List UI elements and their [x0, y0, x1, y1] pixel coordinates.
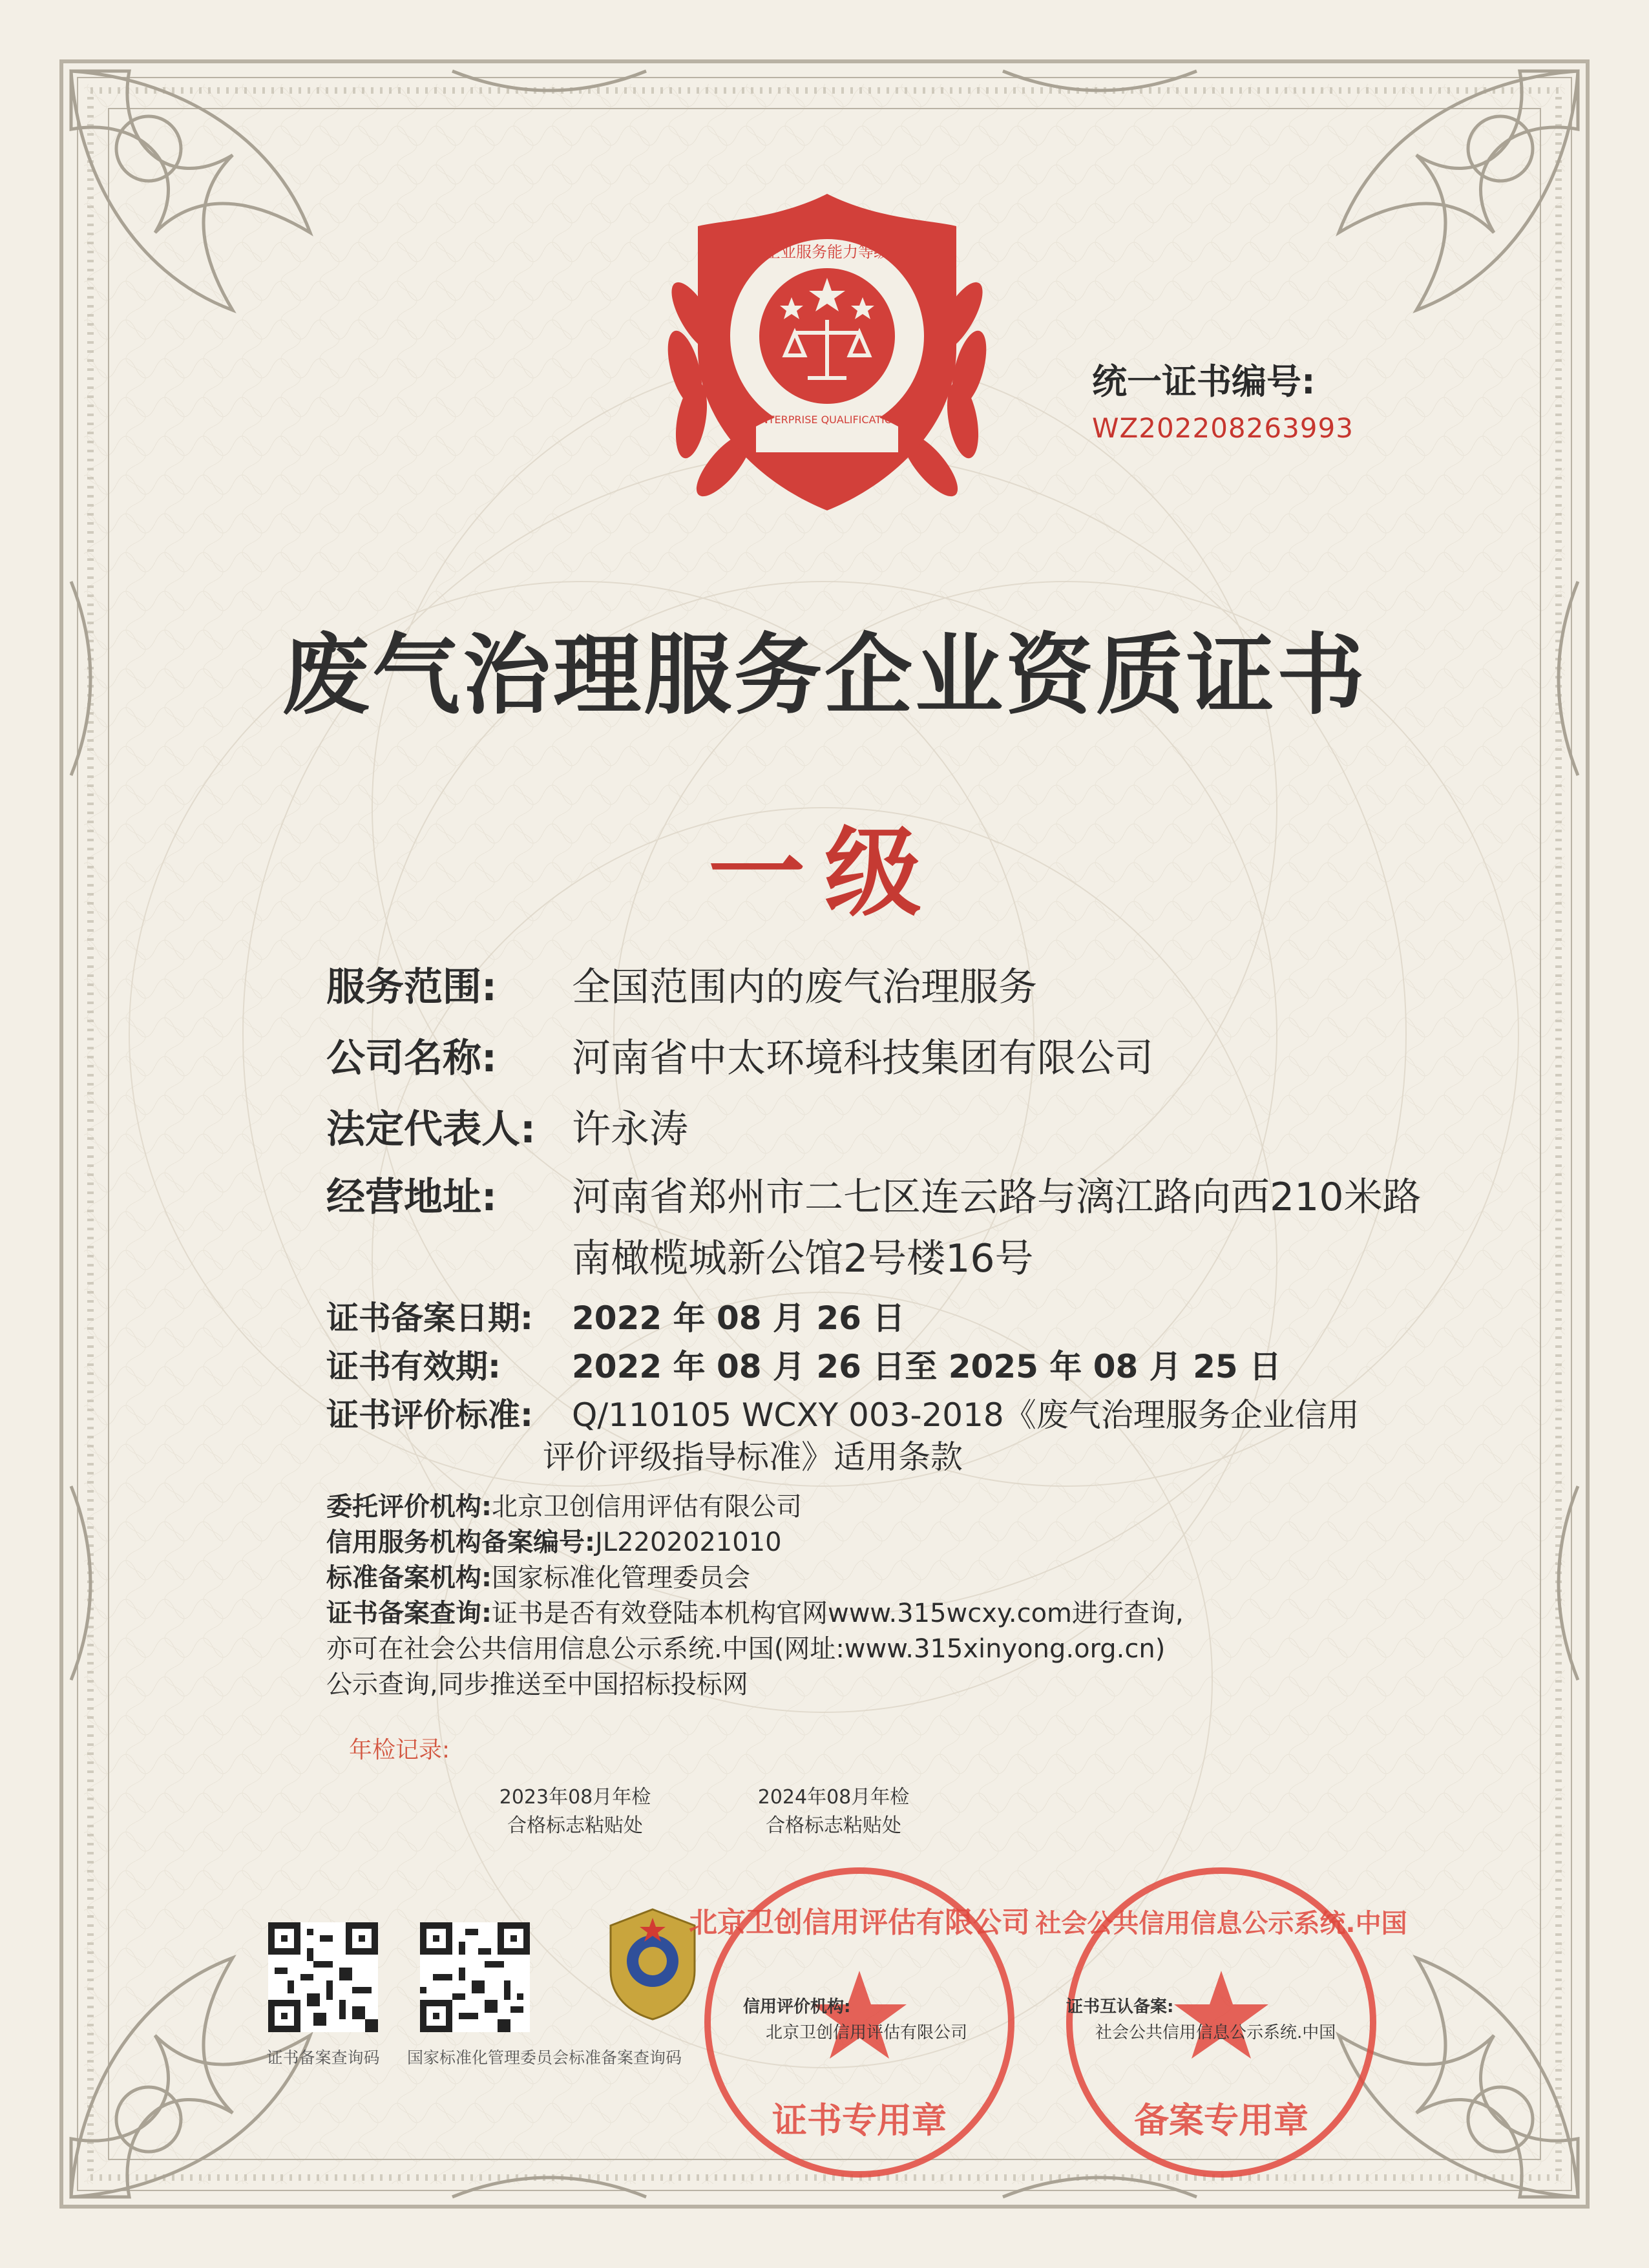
credit-agency-label: 信用评价机构:: [743, 1997, 851, 2017]
credit-agency-value: 北京卫创信用评估有限公司: [766, 2023, 968, 2042]
field-label: 经营地址:: [326, 1175, 497, 1220]
qr-code-icon: [420, 1922, 530, 2032]
certificate-number-label: 统一证书编号:: [1092, 361, 1316, 402]
field-filing-query: [326, 1593, 1184, 1630]
field-filing-date: [326, 1292, 905, 1339]
certificate-title: 废气治理服务企业资质证书: [282, 625, 1367, 727]
field-label: 服务范围:: [326, 965, 497, 1010]
field-label: 证书评价标准:: [326, 1396, 533, 1434]
field-value: 2022 年 08 月 26 日: [572, 1299, 905, 1337]
emblem-english-text: ENTERPRISE QUALIFICATION: [753, 414, 901, 426]
field-label: 证书备案日期:: [326, 1299, 533, 1337]
field-service-scope: [326, 956, 1037, 1012]
field-label: 证书有效期:: [326, 1348, 501, 1385]
national-standard-badge-icon: [604, 1906, 701, 2022]
sticker-line2: 合格标志粘贴处: [507, 1814, 643, 1837]
field-entrusted-agency: [326, 1486, 802, 1523]
field-value: Q/110105 WCXY 003-2018《废气治理服务企业信用: [572, 1396, 1360, 1434]
field-evaluation-standard-line2: [543, 1431, 963, 1478]
field-legal-representative: [326, 1098, 688, 1154]
field-validity-period: [326, 1341, 1281, 1387]
annual-inspection-label: 年检记录:: [349, 1737, 450, 1763]
field-evaluation-standard: [326, 1389, 1360, 1436]
sticker-line2: 合格标志粘贴处: [766, 1814, 901, 1837]
certificate-number-value: WZ202208263993: [1092, 412, 1354, 444]
qr-code-icon: [268, 1922, 378, 2032]
field-value: 许永涛: [572, 1107, 688, 1152]
field-business-address-line2: [572, 1228, 1034, 1283]
seal-arc-text: 社会公共信用信息公示系统.中国: [1035, 1909, 1407, 1938]
field-value: 公示查询,同步推送至中国招标投标网: [326, 1670, 748, 1699]
mutual-recognition-label: 证书互认备案:: [1066, 1997, 1174, 2017]
field-label: 委托评价机构:: [326, 1492, 492, 1522]
field-value: JL2202021010: [595, 1528, 782, 1557]
field-value: 亦可在社会公共信用信息公示系统.中国(网址:www.315xinyong.org.cn): [326, 1634, 1166, 1664]
field-standard-filing-agency: [326, 1557, 750, 1594]
sticker-line1: 2023年08月年检: [499, 1786, 651, 1809]
qr-caption: 证书备案查询码: [266, 2048, 380, 2067]
field-business-address: [326, 1166, 1422, 1222]
field-filing-query-line2: [326, 1628, 1165, 1665]
field-value: 北京卫创信用评估有限公司: [492, 1492, 802, 1522]
field-value: 全国范围内的废气治理服务: [572, 965, 1037, 1010]
inspection-sticker-2024: [737, 1783, 930, 1840]
certificate-grade: 一级: [708, 817, 941, 930]
field-value: 河南省郑州市二七区连云路与漓江路向西210米路: [572, 1175, 1422, 1220]
inspection-sticker-2023: [478, 1783, 672, 1840]
field-label: 信用服务机构备案编号:: [326, 1528, 595, 1557]
qr-caption: 国家标准化管理委员会标准备案查询码: [407, 2048, 682, 2067]
field-label: 证书备案查询:: [326, 1599, 492, 1628]
seal-bottom-text: 备案专用章: [1134, 2100, 1308, 2141]
field-value: 国家标准化管理委员会: [492, 1563, 750, 1593]
seal-arc-text: 北京卫创信用评估有限公司: [689, 1906, 1030, 1939]
field-company-name: [326, 1027, 1153, 1083]
mutual-recognition-value: 社会公共信用信息公示系统.中国: [1095, 2023, 1336, 2042]
seal-bottom-text: 证书专用章: [772, 2100, 947, 2141]
field-value: 南橄榄城新公馆2号楼16号: [572, 1236, 1034, 1281]
field-label: 标准备案机构:: [326, 1563, 492, 1593]
sticker-line1: 2024年08月年检: [757, 1786, 910, 1809]
field-value: 证书是否有效登陆本机构官网www.315wcxy.com进行查询,: [492, 1599, 1184, 1628]
field-agency-filing-number: [326, 1522, 782, 1559]
field-filing-query-line3: [326, 1664, 748, 1701]
field-label: 法定代表人:: [326, 1107, 536, 1152]
field-value: 河南省中太环境科技集团有限公司: [572, 1036, 1153, 1081]
field-value: 评价评级指导标准》适用条款: [543, 1438, 963, 1476]
emblem-arc-text: 中国企业服务能力等级认证: [734, 243, 920, 261]
field-label: 公司名称:: [326, 1036, 497, 1081]
field-value: 2022 年 08 月 26 日至 2025 年 08 月 25 日: [572, 1348, 1282, 1385]
qualification-emblem: [633, 181, 1021, 530]
